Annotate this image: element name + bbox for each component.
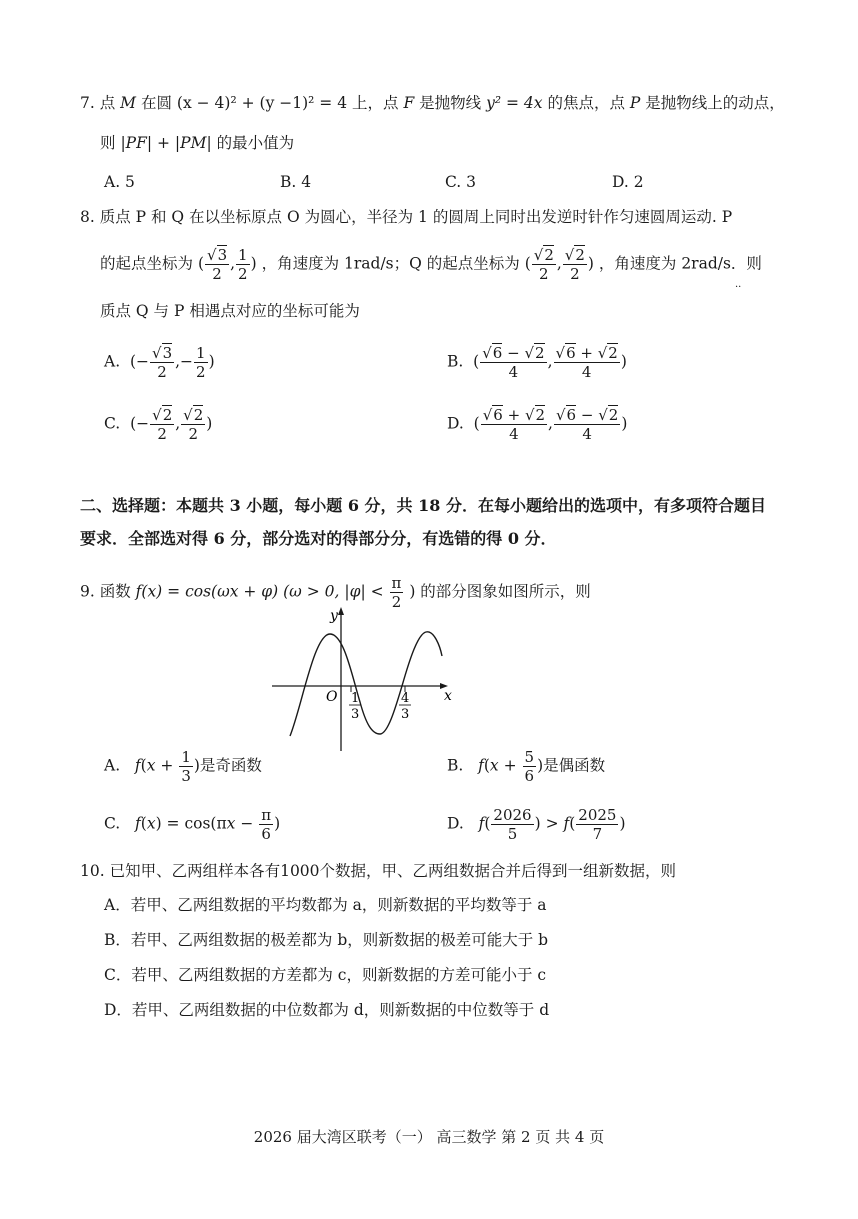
q7-text: 在圆 <box>140 94 172 112</box>
q9-option-c: C. f(x) = cos(πx − $\frac{\pi}{6}$ ) <box>104 806 281 843</box>
fraction: $\frac{√2}{2}$ <box>152 406 173 443</box>
q8-text: ，角速度为 1rad/s；Q 的起点坐标为 <box>261 254 520 273</box>
q8-option-c: C. (− $\frac{√2}{2}$ , $\frac{√2}{2}$ ) <box>104 406 213 443</box>
q10-stem: 10. 已知甲、乙两组样本各有1000个数据，甲、乙两组数据合并后得到一组新数据，则 <box>80 862 677 880</box>
q9-text: 9. 函数 <box>80 582 131 601</box>
y-label: y <box>330 608 338 624</box>
q9-function-graph <box>272 606 457 756</box>
q7-text: 的焦点，点 <box>547 94 625 112</box>
q9-option-b: B. f(x + $\frac{5}{6}$ )是偶函数 <box>447 748 606 785</box>
option-label: D. <box>447 814 464 833</box>
section2-heading-line1: 二、选择题：本题共 3 小题，每小题 6 分，共 18 分．在每小题给出的选项中，有多项符合题目 <box>80 496 766 515</box>
q7-option-c: C. 3 <box>445 173 477 191</box>
q7-var: M <box>120 94 137 112</box>
fraction: $\frac{√6 + √2}{4}$ <box>482 406 546 443</box>
fraction: $\frac{1}{3}$ <box>181 748 191 785</box>
q7-parabola-equation: y² = 4x <box>486 94 543 112</box>
q7-text: 是抛物线 <box>419 94 482 112</box>
q9-function: f(x) = cos(ωx + φ) (ω > 0, |φ| < <box>135 582 384 601</box>
option-label: B. <box>447 756 464 775</box>
tick-label-3: 3 <box>351 707 360 722</box>
q7-text: 是抛物线上的动点， <box>645 94 785 112</box>
q7-text: 上，点 <box>352 94 399 112</box>
fraction: $\frac{5}{6}$ <box>524 748 535 785</box>
q8-text: ，角速度为 2rad/s．则 <box>598 254 762 273</box>
q9-text: ) 的部分图象如图所示，则 <box>409 582 591 601</box>
q10-option-d: D．若甲、乙两组数据的中位数都为 d，则新数据的中位数等于 d <box>104 1001 550 1019</box>
tick-label-4: 4 <box>401 691 410 706</box>
option-label: C. <box>104 414 121 433</box>
q8-line1: 8. 质点 P 和 Q 在以坐标原点 O 为圆心，半径为 1 的圆周上同时出发逆时针作匀速圆周运动. P <box>80 208 733 226</box>
q7-option-d: D. 2 <box>612 173 644 191</box>
tick-label-3b: 3 <box>401 707 410 722</box>
fraction: $\frac{\pi}{2}$ <box>391 574 402 611</box>
fraction: $\frac{√3}{2}$ <box>152 344 173 381</box>
q7-var: F <box>403 94 415 112</box>
q7-text: 则 <box>100 134 116 152</box>
cosine-curve <box>290 632 442 736</box>
q8-line2: 的起点坐标为 ( $\frac{√3}{2}$ , $\frac{1}{2}$ ) ，角速度为 1rad/s；Q 的起点坐标为 ( $\frac{√2}{2}$ , $\frac{√2}{2}$ ) ，角速度为 2rad/s．则 <box>100 246 762 283</box>
page-footer: 2026 届大湾区联考（一） 高三数学 第 2 页 共 4 页 <box>253 1128 605 1146</box>
section2-heading-line2: 要求．全部选对得 6 分，部分选对的得部分分，有选错的得 0 分． <box>80 529 557 548</box>
fraction: $\frac{√6 - √2}{4}$ <box>482 344 545 381</box>
speck-mark: ·· <box>735 282 742 293</box>
q9-option-a: A. f(x + $\frac{1}{3}$ )是奇函数 <box>104 748 262 785</box>
q8-option-b: B. ( $\frac{√6 - √2}{4}$ , $\frac{√6 + √2}{4}$ ) <box>447 344 627 381</box>
q8-text: 的起点坐标为 <box>100 254 194 273</box>
q9-option-b-text: 是偶函数 <box>543 756 606 775</box>
tick-label-1: 1 <box>351 691 360 706</box>
fraction: $\frac{1}{2}$ <box>196 344 206 381</box>
x-label: x <box>444 688 452 704</box>
q9-option-d: D. f( $\frac{2026}{5}$ ) > f( $\frac{2025}{7}$ ) <box>447 806 626 843</box>
option-label: A. <box>104 352 121 371</box>
fraction: $\frac{√3}{2}$ <box>207 246 228 283</box>
q7-option-a: A. 5 <box>104 173 135 191</box>
fraction: $\frac{√2}{2}$ <box>533 246 554 283</box>
fraction: $\frac{√6 + √2}{4}$ <box>555 344 618 381</box>
q7-circle-equation: (x − 4)² + (y −1)² = 4 <box>176 94 348 112</box>
q8-option-d: D. ( $\frac{√6 + √2}{4}$ , $\frac{√6 - √2}{4}$ ) <box>447 406 628 443</box>
q7-var: P <box>629 94 641 112</box>
q7-line2 <box>100 132 294 154</box>
q10-option-a: A．若甲、乙两组数据的平均数都为 a，则新数据的平均数等于 a <box>104 896 547 914</box>
fraction: $\frac{√2}{2}$ <box>183 406 204 443</box>
option-label: C. <box>104 814 121 833</box>
q10-option-c: C．若甲、乙两组数据的方差都为 c，则新数据的方差可能小于 c <box>104 966 547 984</box>
y-axis-arrow <box>338 607 344 615</box>
q8-line3: 质点 Q 与 P 相遇点对应的坐标可能为 <box>100 302 360 320</box>
q7-line1 <box>80 92 785 114</box>
fraction: $\frac{2026}{5}$ <box>493 806 532 843</box>
fraction: $\frac{√2}{2}$ <box>564 246 585 283</box>
fraction: $\frac{\pi}{6}$ <box>261 806 272 843</box>
option-label: B. <box>447 352 464 371</box>
origin-label: O <box>326 689 338 705</box>
q7-option-b: B. 4 <box>280 173 312 191</box>
q7-text: 的最小值为 <box>216 134 295 152</box>
option-label: A. <box>104 756 121 775</box>
option-label: D. <box>447 414 464 433</box>
q10-option-b: B．若甲、乙两组数据的极差都为 b，则新数据的极差可能大于 b <box>104 931 549 949</box>
fraction: $\frac{2025}{7}$ <box>578 806 617 843</box>
fraction: $\frac{1}{2}$ <box>238 246 248 283</box>
q7-expression: |PF| + |PM| <box>120 134 212 152</box>
q9-option-a-text: 是奇函数 <box>199 756 262 775</box>
fraction: $\frac{√6 - √2}{4}$ <box>555 406 619 443</box>
q8-option-a: A. (− $\frac{√3}{2}$ ,− $\frac{1}{2}$ ) <box>104 344 215 381</box>
q7-text: 7. 点 <box>80 94 116 112</box>
